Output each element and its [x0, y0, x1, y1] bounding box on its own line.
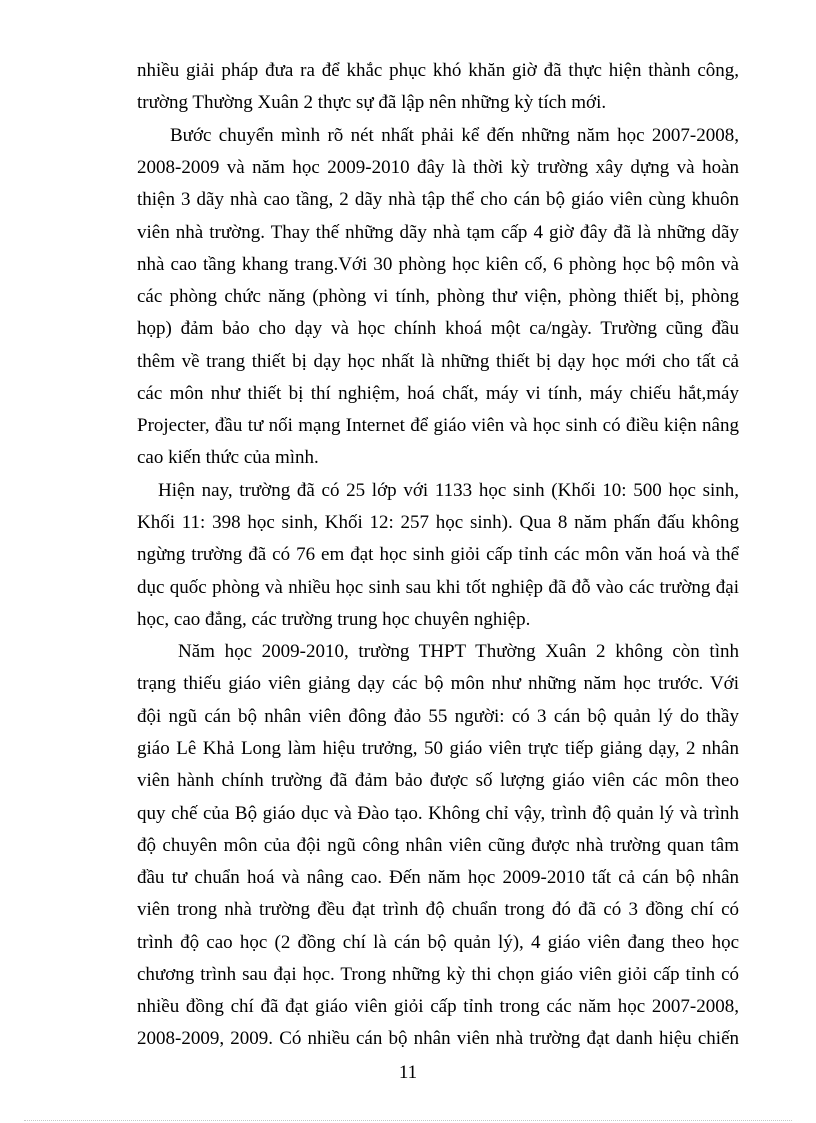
- text-line: ngừng trường đã có 76 em đạt học sinh giỏi cấp tỉnh các môn văn hoá và thể: [137, 544, 739, 565]
- text-line: cao kiến thức của mình.: [137, 447, 319, 468]
- text-line: thiện 3 dãy nhà cao tầng, 2 dãy nhà tập thể cho cán bộ giáo viên cùng khuôn: [137, 189, 739, 210]
- text-line: Năm học 2009-2010, trường THPT Thường Xuân 2 không còn tình: [178, 641, 739, 662]
- page-divider: [24, 1120, 792, 1121]
- text-line: Projecter, đầu tư nối mạng Internet để giáo viên và học sinh có điều kiện nâng: [137, 415, 739, 436]
- text-line: Bước chuyển mình rõ nét nhất phải kể đến những năm học 2007-2008,: [170, 125, 739, 146]
- text-line: giáo Lê Khả Long làm hiệu trưởng, 50 giáo viên trực tiếp giảng dạy, 2 nhân: [137, 738, 739, 759]
- text-line: các môn như thiết bị thí nghiệm, hoá chất, máy vi tính, máy chiếu hắt,máy: [137, 383, 739, 404]
- text-line: học, cao đẳng, các trường trung học chuyên nghiệp.: [137, 609, 531, 630]
- text-line: quy chế của Bộ giáo dục và Đào tạo. Không chỉ vậy, trình độ quản lý và trình: [137, 803, 739, 824]
- text-line: dục quốc phòng và nhiều học sinh sau khi tốt nghiệp đã đỗ vào các trường đại: [137, 577, 739, 598]
- text-line: độ chuyên môn của đội ngũ công nhân viên cũng được nhà trường quan tâm: [137, 835, 739, 856]
- text-line: họp) đảm bảo cho dạy và học chính khoá một ca/ngày. Trường cũng đầu: [137, 318, 739, 339]
- text-line: viên trong nhà trường đều đạt trình độ chuẩn trong đó đã có 3 đồng chí có: [137, 899, 739, 920]
- page-number: 11: [398, 1062, 418, 1083]
- text-line: chương trình sau đại học. Trong những kỳ thi chọn giáo viên giỏi cấp tỉnh có: [137, 964, 739, 985]
- text-line: đội ngũ cán bộ nhân viên đông đảo 55 người: có 3 cán bộ quản lý do thầy: [137, 706, 739, 727]
- text-line: Hiện nay, trường đã có 25 lớp với 1133 học sinh (Khối 10: 500 học sinh,: [158, 480, 739, 501]
- text-line: các phòng chức năng (phòng vi tính, phòng thư viện, phòng thiết bị, phòng: [137, 286, 739, 307]
- text-line: viên hành chính trường đã đảm bảo được số lượng giáo viên các môn theo: [137, 770, 739, 791]
- text-line: nhà cao tầng khang trang.Với 30 phòng học kiên cố, 6 phòng học bộ môn và: [137, 254, 739, 275]
- text-line: nhiều giải pháp đưa ra để khắc phục khó khăn giờ đã thực hiện thành công,: [137, 60, 739, 81]
- text-line: nhiều đồng chí đã đạt giáo viên giỏi cấp tỉnh trong các năm học 2007-2008,: [137, 996, 739, 1017]
- text-line: trình độ cao học (2 đồng chí là cán bộ quản lý), 4 giáo viên đang theo học: [137, 932, 739, 953]
- text-line: đầu tư chuẩn hoá và nâng cao. Đến năm học 2009-2010 tất cả cán bộ nhân: [137, 867, 739, 888]
- text-line: 2008-2009 và năm học 2009-2010 đây là thời kỳ trường xây dựng và hoàn: [137, 157, 739, 178]
- text-line: viên nhà trường. Thay thế những dãy nhà tạm cấp 4 giờ đây đã là những dãy: [137, 222, 739, 243]
- text-line: 2008-2009, 2009. Có nhiều cán bộ nhân viên nhà trường đạt danh hiệu chiến: [137, 1028, 739, 1049]
- text-line: thêm về trang thiết bị dạy học nhất là những thiết bị dạy học mới cho tất cả: [137, 351, 739, 372]
- text-line: trạng thiếu giáo viên giảng dạy các bộ môn như những năm học trước. Với: [137, 673, 739, 694]
- text-line: trường Thường Xuân 2 thực sự đã lập nên những kỳ tích mới.: [137, 92, 607, 113]
- text-line: Khối 11: 398 học sinh, Khối 12: 257 học sinh). Qua 8 năm phấn đấu không: [137, 512, 739, 533]
